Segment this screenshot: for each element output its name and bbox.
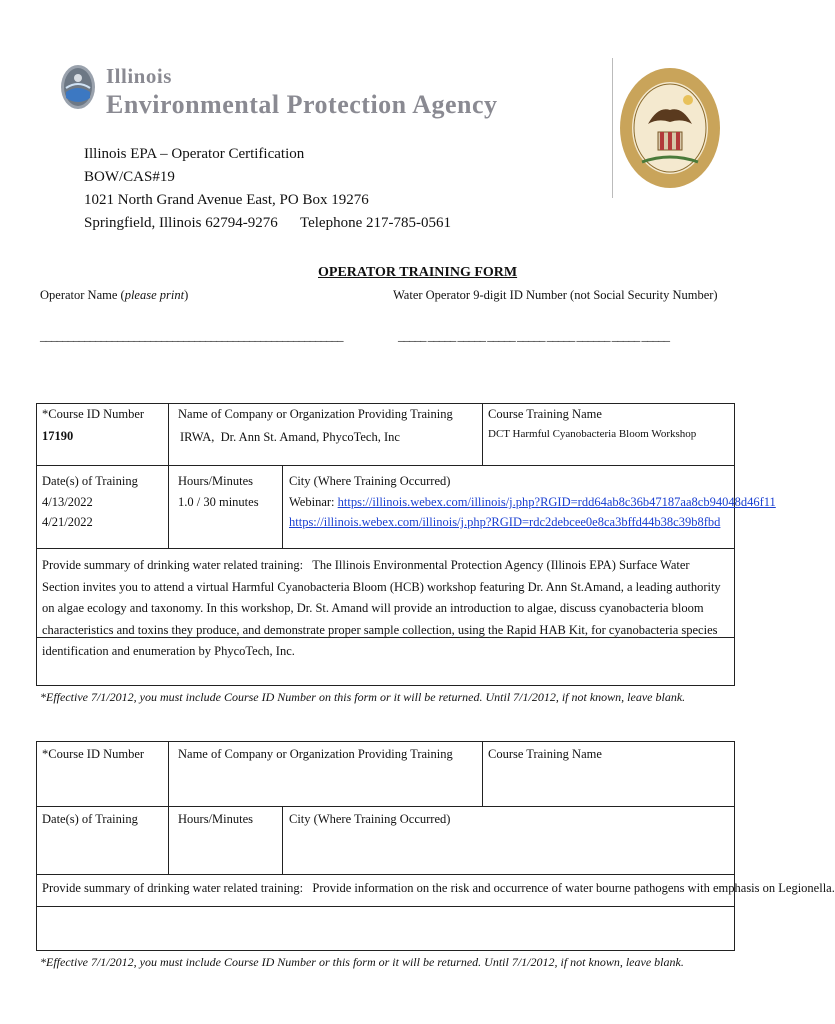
state-seal	[612, 58, 722, 198]
webinar-link-1[interactable]: https://illinois.webex.com/illinois/j.php?RGID=rdd64ab8c36b47187aa8cb94048d46f11	[337, 495, 776, 509]
address-line-3: 1021 North Grand Avenue East, PO Box 19276	[84, 192, 369, 208]
company-label-2: Name of Company or Organization Providing Training	[178, 747, 453, 761]
address-line-2: BOW/CAS#19	[84, 169, 175, 185]
operator-id-label: Water Operator 9-digit ID Number (not Social Security Number)	[393, 288, 718, 302]
extra-row-2[interactable]	[37, 907, 734, 950]
summary-1[interactable]: Provide summary of drinking water related training: The Illinois Environmental Protection Agency (Illinois EPA) Surface Water Section invites you to attend a virtual Harmful Cyanobacteria Bloom (HCB) workshop featuring Dr. Ann St.Amand, a leading authority on algae ecology and taxonomy. In this workshop, Dr. St. Amand will provide an introduction to algae, discuss cyanobacteria bloom characteristics and toxins they produce, and demonstrate proper sample collection, using the Rapid HAB Kit, for cyanobacteria species identification and enumeration by PhycoTech, Inc.	[42, 558, 721, 658]
operator-name-field[interactable]: _______________________________________________________	[40, 328, 343, 343]
webinar-link-2[interactable]: https://illinois.webex.com/illinois/j.php?RGID=rdc2debcee0e8ca3bffd44b38c39b8fbd	[289, 515, 721, 529]
course-id-label: *Course ID Number	[42, 407, 145, 421]
course-name-label: Course Training Name	[488, 407, 602, 421]
company-label: Name of Company or Organization Providing Training	[178, 407, 453, 421]
hours-value[interactable]: 1.0 / 30 minutes	[178, 495, 259, 509]
course-id-value[interactable]: 17190	[42, 429, 74, 443]
epa-emblem-icon	[58, 62, 98, 112]
date-1[interactable]: 4/13/2022	[42, 495, 93, 509]
course-name-value[interactable]: DCT Harmful Cyanobacteria Bloom Workshop	[488, 428, 697, 440]
company-field-2[interactable]	[170, 765, 481, 805]
summary-2[interactable]: Provide summary of drinking water related training: Provide information on the risk and occurrence of water bourne pathogens with emphasis on Legionella.	[42, 881, 835, 895]
city-label-2: City (Where Training Occurred)	[289, 812, 451, 826]
dates-label-2: Date(s) of Training	[42, 812, 138, 826]
city-label: City (Where Training Occurred)	[289, 474, 451, 488]
operator-id-field[interactable]: _____ _____ _____ _____ _____ _____ ______ _____ _____	[398, 328, 669, 343]
city-value: Webinar: https://illinois.webex.com/illinois/j.php?RGID=rdd64ab8c36b47187aa8cb94048d46f11	[289, 495, 776, 509]
logo-line1: Illinois	[106, 64, 172, 88]
extra-row-1[interactable]	[37, 638, 734, 685]
course-name-label-2: Course Training Name	[488, 747, 602, 761]
address-line-1: Illinois EPA – Operator Certification	[84, 146, 305, 162]
course-id-field-2[interactable]	[37, 765, 167, 805]
date-2[interactable]: 4/21/2022	[42, 515, 93, 529]
hours-label: Hours/Minutes	[178, 474, 253, 488]
course-name-field-2[interactable]	[484, 765, 734, 805]
epa-logo	[58, 60, 498, 126]
course-id-label-2: *Course ID Number	[42, 747, 145, 761]
hours-label-2: Hours/Minutes	[178, 812, 253, 826]
logo-line2: Environmental Protection Agency	[106, 90, 498, 119]
company-value[interactable]: IRWA, Dr. Ann St. Amand, PhycoTech, Inc	[180, 430, 400, 444]
course-id-note-2: *Effective 7/1/2012, you must include Course ID Number or this form or it will be returned. Until 7/1/2012, if not known, leave blank.	[40, 955, 684, 969]
course-id-note-1: *Effective 7/1/2012, you must include Course ID Number on this form or it will be returned. Until 7/1/2012, if not known, leave blank.	[40, 690, 686, 704]
dates-label: Date(s) of Training	[42, 474, 138, 488]
address-line-4: Springfield, Illinois 62794-9276 Telephone 217-785-0561	[84, 215, 451, 231]
illinois-seal-icon	[618, 66, 722, 190]
form-title: OPERATOR TRAINING FORM	[318, 265, 518, 280]
agency-address	[84, 143, 451, 235]
operator-name-label: Operator Name (please print)	[40, 288, 189, 302]
